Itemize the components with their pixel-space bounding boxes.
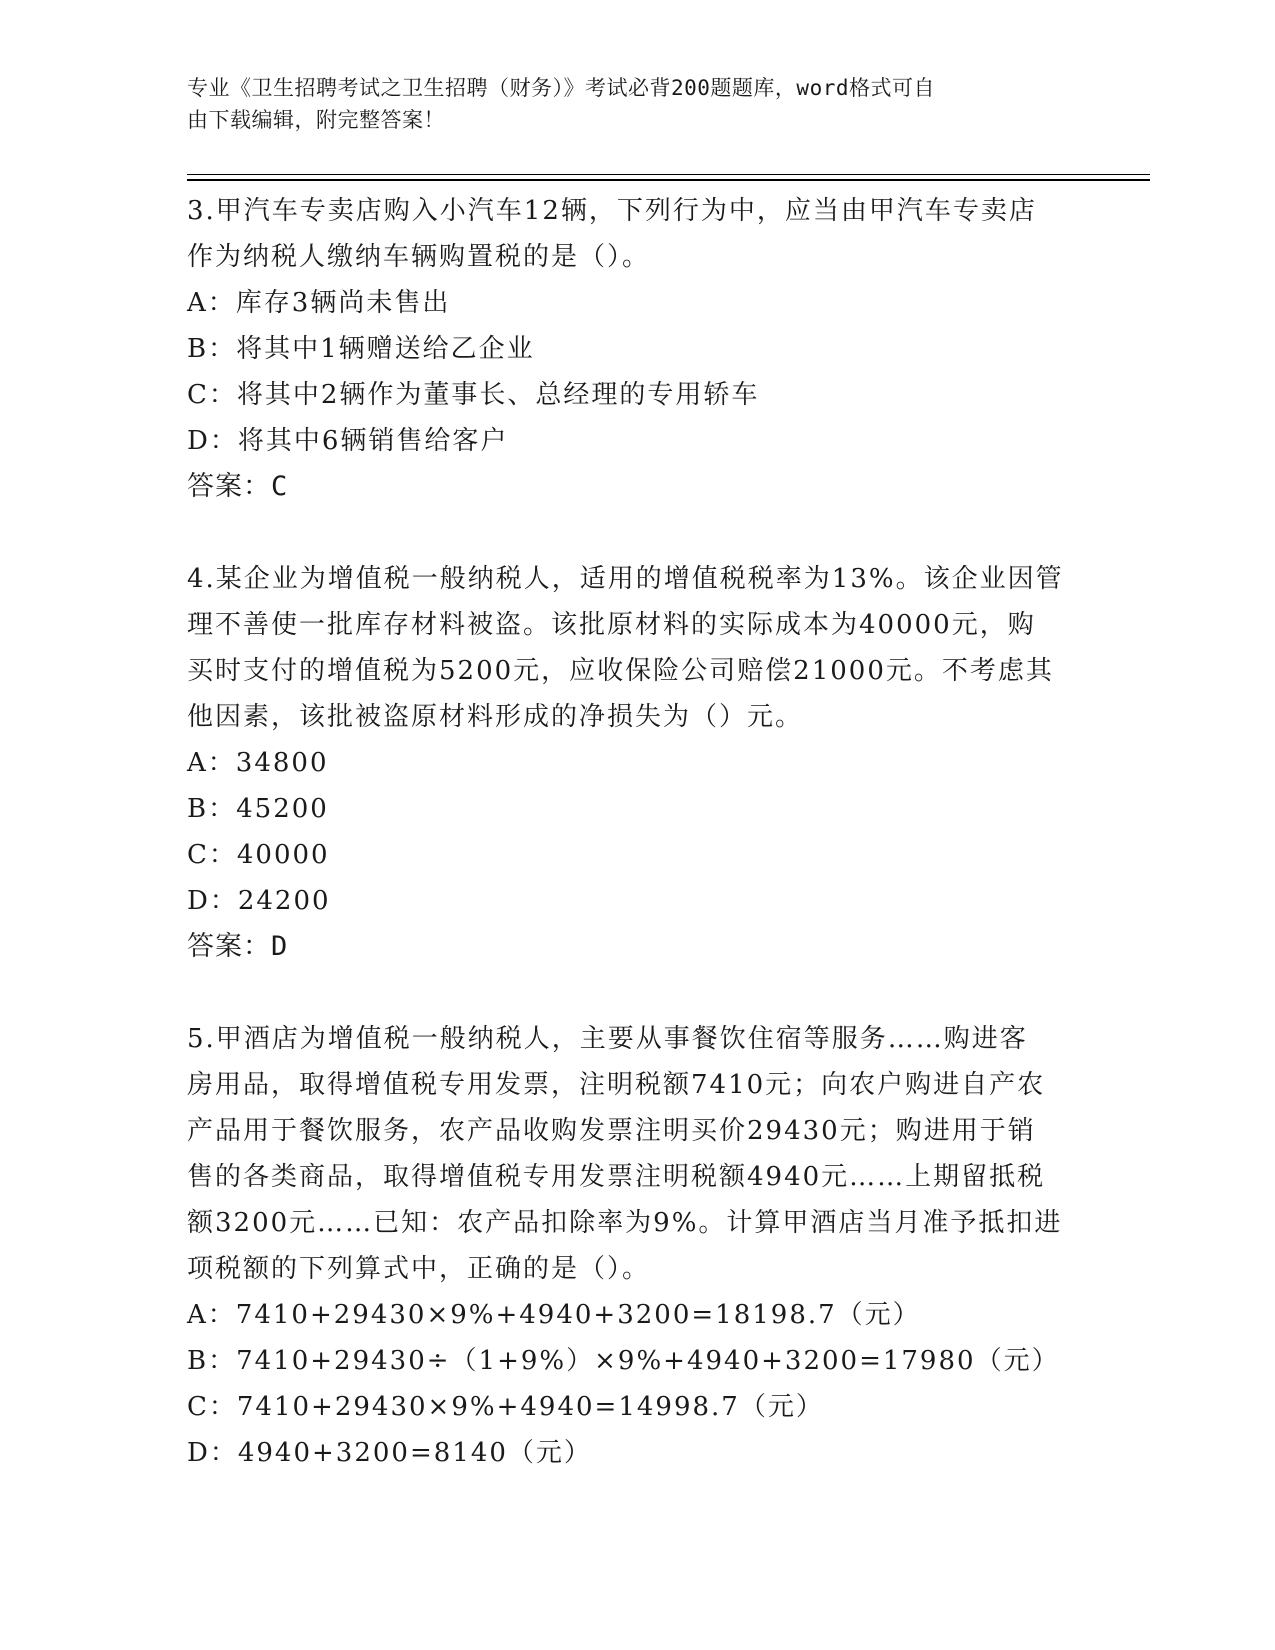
question-text-line: 额3200元……已知：农产品扣除率为9%。计算甲酒店当月准予抵扣进 bbox=[187, 1208, 1063, 1238]
spacer bbox=[187, 510, 1087, 556]
question-text-line: 理不善使一批库存材料被盗。该批原材料的实际成本为40000元，购 bbox=[187, 610, 1036, 640]
question-3 bbox=[187, 188, 1087, 510]
question-5 bbox=[187, 1016, 1087, 1476]
answer-line bbox=[187, 924, 1087, 970]
answer-value: C bbox=[271, 471, 289, 502]
question-text-line: 作为纳税人缴纳车辆购置税的是（）。 bbox=[187, 242, 651, 272]
header-divider-thick bbox=[187, 179, 1150, 181]
question-text-line: 项税额的下列算式中，正确的是（）。 bbox=[187, 1254, 651, 1284]
header-divider-thin bbox=[187, 174, 1150, 175]
answer-line bbox=[187, 464, 1087, 510]
option-b: B：45200 bbox=[187, 794, 329, 824]
option-c: C：40000 bbox=[187, 840, 330, 870]
question-text-line: 买时支付的增值税为5200元，应收保险公司赔偿21000元。不考虑其 bbox=[187, 656, 1054, 686]
question-text-line: 4.某企业为增值税一般纳税人，适用的增值税税率为13%。该企业因管 bbox=[187, 564, 1064, 594]
option-c: C：将其中2辆作为董事长、总经理的专用轿车 bbox=[187, 380, 760, 410]
option-b: B：将其中1辆赠送给乙企业 bbox=[187, 334, 535, 364]
question-text-line: 3.甲汽车专卖店购入小汽车12辆，下列行为中，应当由甲汽车专卖店 bbox=[187, 196, 1037, 226]
question-text-line: 房用品，取得增值税专用发票，注明税额7410元；向农户购进自产农 bbox=[187, 1070, 1046, 1100]
question-text-line: 5.甲酒店为增值税一般纳税人，主要从事餐饮住宿等服务……购进客 bbox=[187, 1024, 1028, 1054]
option-c: C：7410+29430×9%+4940=14998.7（元） bbox=[187, 1392, 824, 1422]
spacer bbox=[187, 970, 1087, 1016]
answer-label: 答案： bbox=[187, 471, 271, 502]
option-a: A：7410+29430×9%+4940+3200=18198.7（元） bbox=[187, 1300, 921, 1330]
question-text-line: 售的各类商品，取得增值税专用发票注明税额4940元……上期留抵税 bbox=[187, 1162, 1046, 1192]
header-line-1: 专业《卫生招聘考试之卫生招聘（财务）》考试必背200题题库，word格式可自 bbox=[187, 76, 935, 100]
option-d: D：4940+3200=8140（元） bbox=[187, 1438, 592, 1468]
question-text-line: 他因素，该批被盗原材料形成的净损失为（）元。 bbox=[187, 702, 804, 732]
option-a: A：34800 bbox=[187, 748, 329, 778]
option-a: A：库存3辆尚未售出 bbox=[187, 288, 451, 318]
option-d: D：24200 bbox=[187, 886, 331, 916]
answer-label: 答案： bbox=[187, 931, 271, 962]
document-header bbox=[187, 72, 1087, 136]
option-d: D：将其中6辆销售给客户 bbox=[187, 426, 509, 456]
question-4 bbox=[187, 556, 1087, 970]
option-b: B：7410+29430÷（1+9%）×9%+4940+3200=17980（元） bbox=[187, 1346, 1060, 1376]
answer-value: D bbox=[271, 931, 289, 962]
question-text-line: 产品用于餐饮服务，农产品收购发票注明买价29430元；购进用于销 bbox=[187, 1116, 1036, 1146]
question-list bbox=[187, 188, 1087, 1476]
header-line-2: 由下载编辑，附完整答案！ bbox=[187, 108, 445, 132]
